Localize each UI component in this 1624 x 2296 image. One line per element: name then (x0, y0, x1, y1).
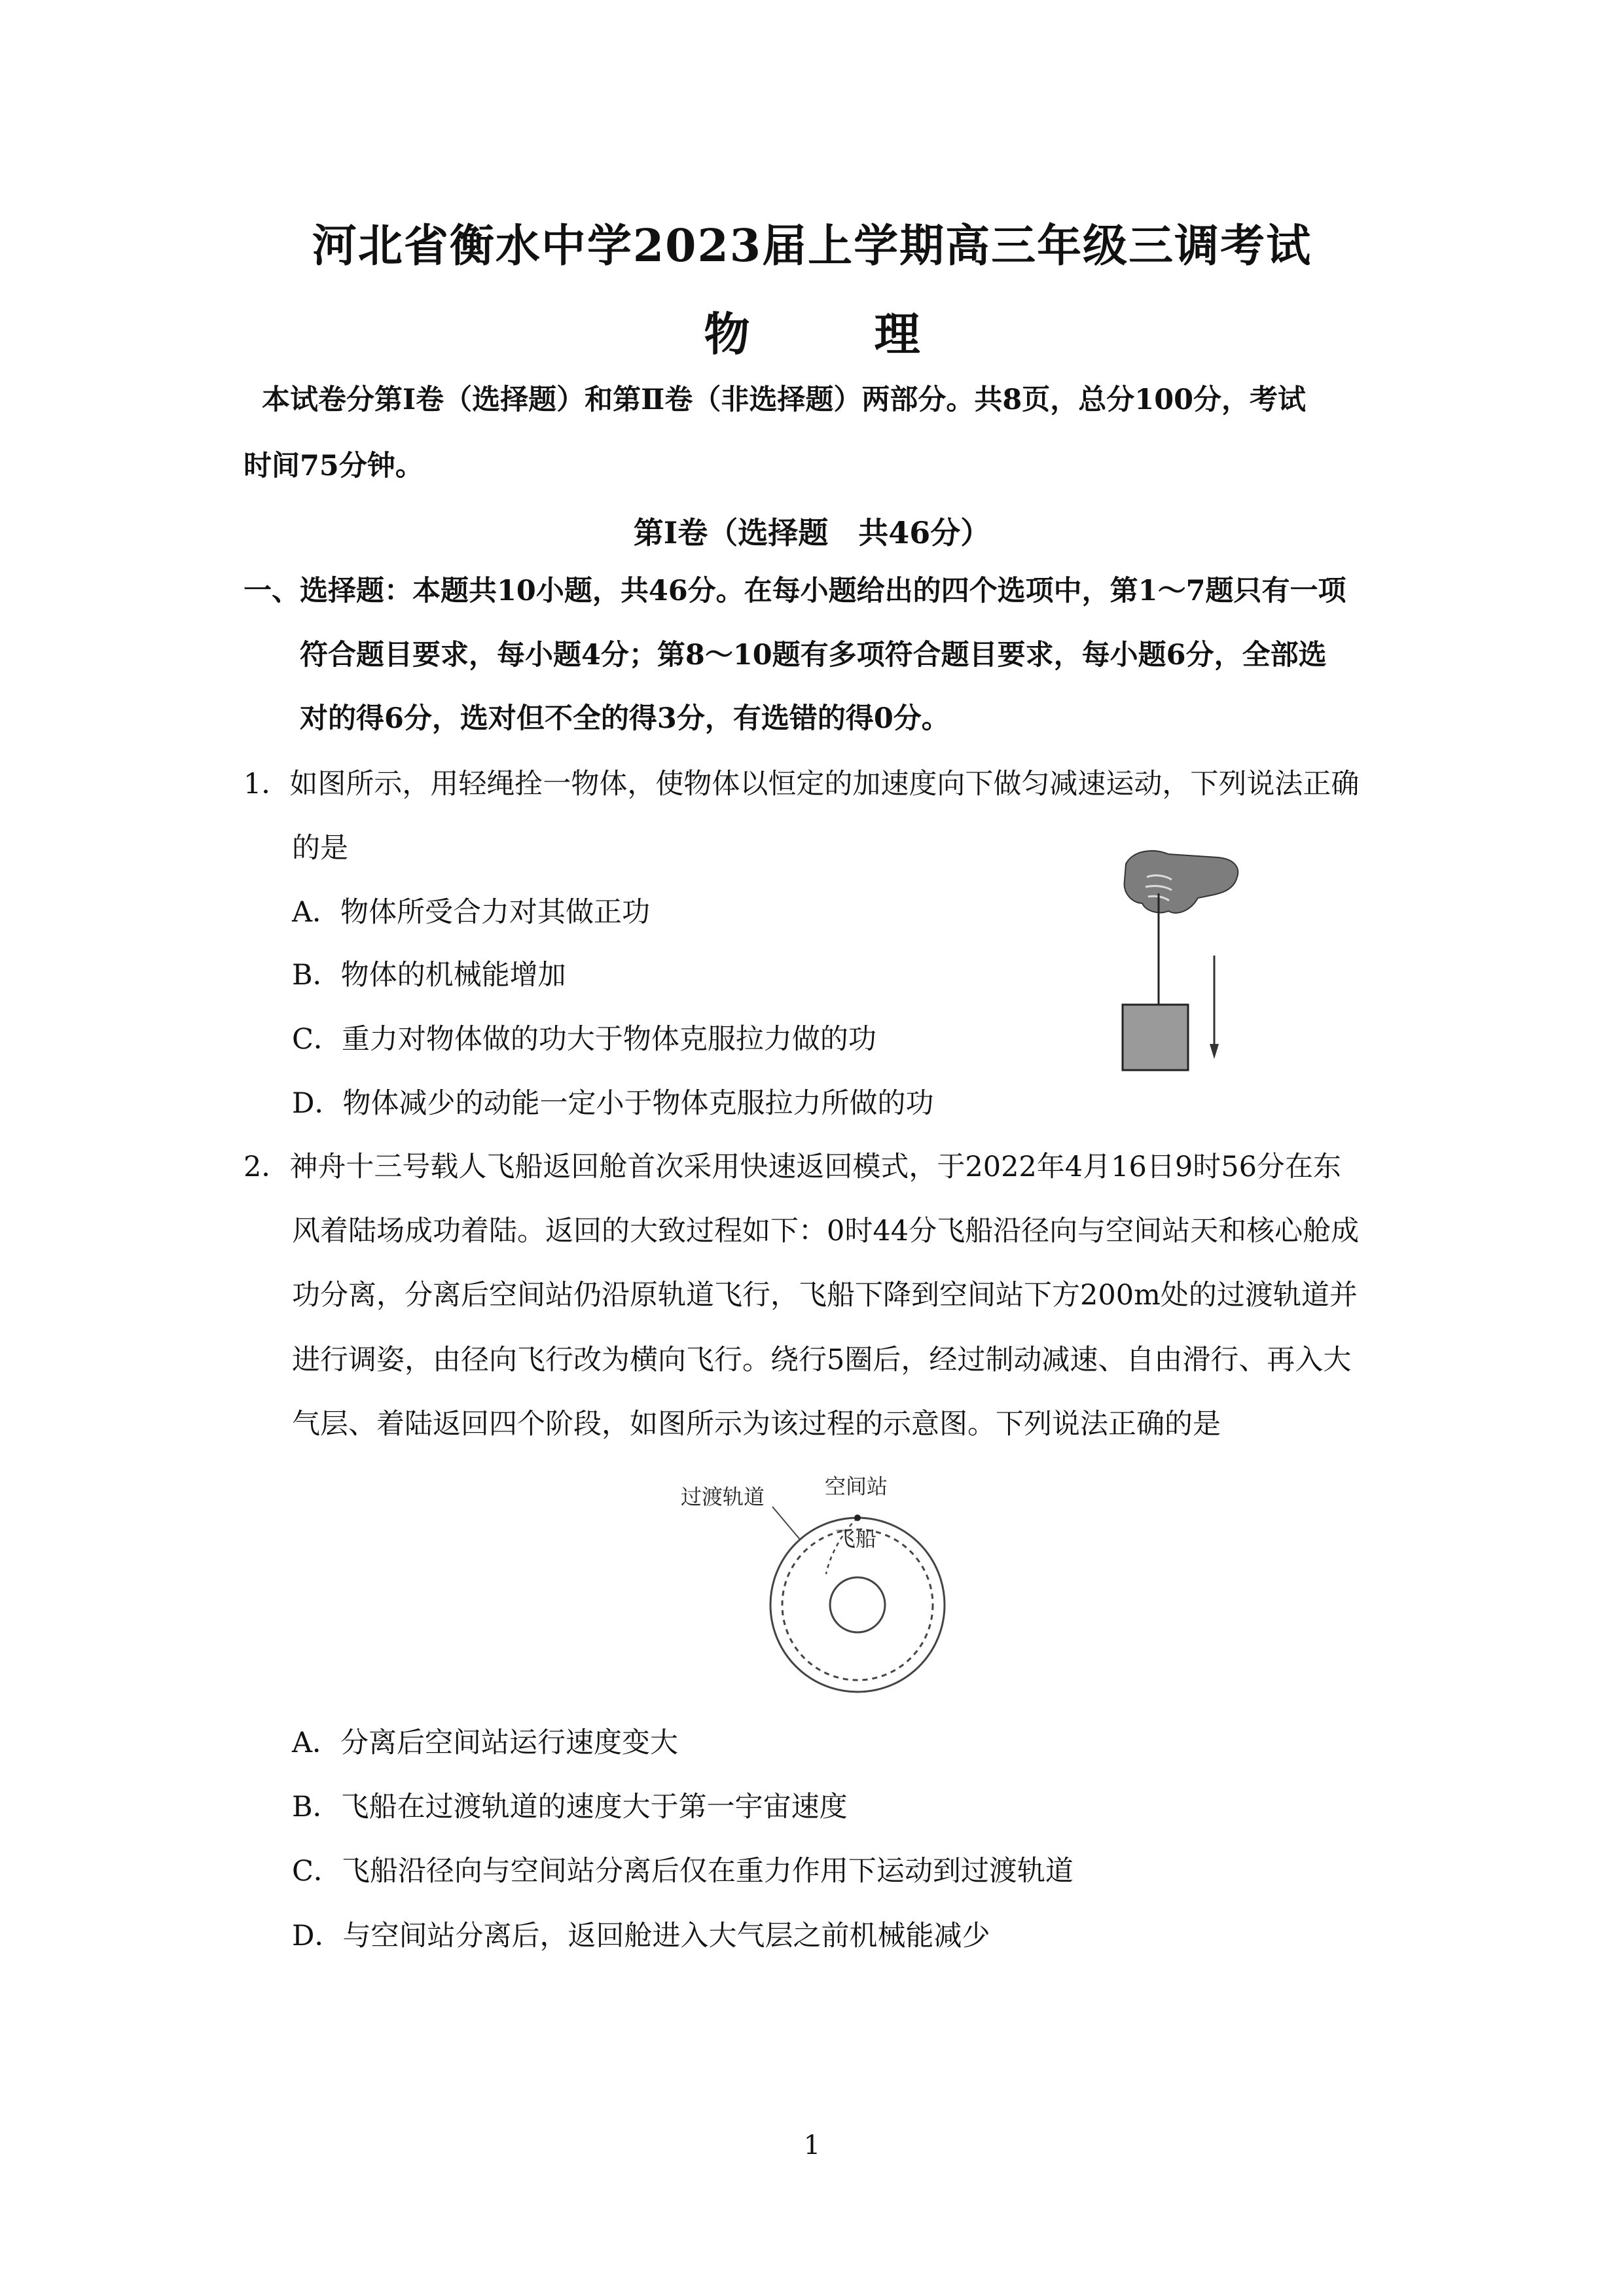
q1-option-d: D．物体减少的动能一定小于物体克服拉力所做的功 (292, 1087, 934, 1120)
section-instruction-2: 符合题目要求，每小题4分；第8～10题有多项符合题目要求，每小题6分，全部选 (300, 639, 1327, 672)
downward-arrow-icon (1210, 956, 1219, 1059)
earth-circle (830, 1577, 885, 1632)
q2-stem-line-4: 进行调姿，由径向飞行改为横向飞行。绕行5圈后，经过制动减速、自由滑行、再入大 (292, 1344, 1352, 1376)
q1-stem-line-2: 的是 (292, 832, 348, 865)
q2-option-a: A．分离后空间站运行速度变大 (292, 1727, 679, 1759)
intro-line-2: 时间75分钟。 (244, 450, 424, 482)
block-shape (1123, 1005, 1188, 1070)
q2-stem-line-1: 2．神舟十三号载人飞船返回舱首次采用快速返回模式，于2022年4月16日9时56分在东 (244, 1151, 1341, 1183)
q2-stem-line-2: 风着陆场成功着陆。返回的大致过程如下：0时44分飞船沿径向与空间站天和核心舱成 (292, 1215, 1360, 1247)
q1-option-c: C．重力对物体做的功大于物体克服拉力做的功 (292, 1023, 876, 1056)
intro-line-1: 本试卷分第Ⅰ卷（选择题）和第Ⅱ卷（非选择题）两部分。共8页，总分100分，考试 (262, 384, 1307, 416)
exam-title: 河北省衡水中学2023届上学期高三年级三调考试 (312, 220, 1312, 272)
page-number: 1 (803, 2130, 821, 2161)
section-instruction-1: 一、选择题：本题共10小题，共46分。在每小题给出的四个选项中，第1～7题只有一项 (244, 575, 1346, 607)
q2-stem-line-5: 气层、着陆返回四个阶段，如图所示为该过程的示意图。下列说法正确的是 (292, 1408, 1221, 1441)
q2-stem-line-3: 功分离，分离后空间站仍沿原轨道飞行，飞船下降到空间站下方200m处的过渡轨道并 (292, 1279, 1358, 1312)
q1-option-b: B．物体的机械能增加 (292, 959, 566, 992)
subject-title: 物 理 (704, 307, 960, 361)
q1-hand-rope-block-figure (1106, 838, 1270, 1073)
transfer-orbit (782, 1530, 933, 1680)
spaceship-label: 飞船 (835, 1526, 877, 1551)
q1-option-a: A．物体所受合力对其做正功 (292, 896, 651, 929)
q2-option-b: B．飞船在过渡轨道的速度大于第一宇宙速度 (292, 1791, 848, 1823)
section-heading: 第Ⅰ卷（选择题 共46分） (633, 515, 991, 550)
space-station-label: 空间站 (825, 1474, 888, 1499)
q2-orbit-figure (668, 1466, 956, 1708)
q2-option-c: C．飞船沿径向与空间站分离后仅在重力作用下运动到过渡轨道 (292, 1855, 1074, 1888)
transfer-orbit-label: 过渡轨道 (681, 1484, 765, 1509)
q2-option-d: D．与空间站分离后，返回舱进入大气层之前机械能减少 (292, 1920, 990, 1952)
q1-stem-line-1: 1．如图所示，用轻绳拴一物体，使物体以恒定的加速度向下做匀减速运动，下列说法正确 (244, 768, 1360, 800)
section-instruction-3: 对的得6分，选对但不全的得3分，有选错的得0分。 (300, 702, 950, 735)
space-station-dot (854, 1515, 861, 1521)
hand-icon (1125, 851, 1238, 913)
transfer-orbit-pointer (772, 1507, 800, 1539)
